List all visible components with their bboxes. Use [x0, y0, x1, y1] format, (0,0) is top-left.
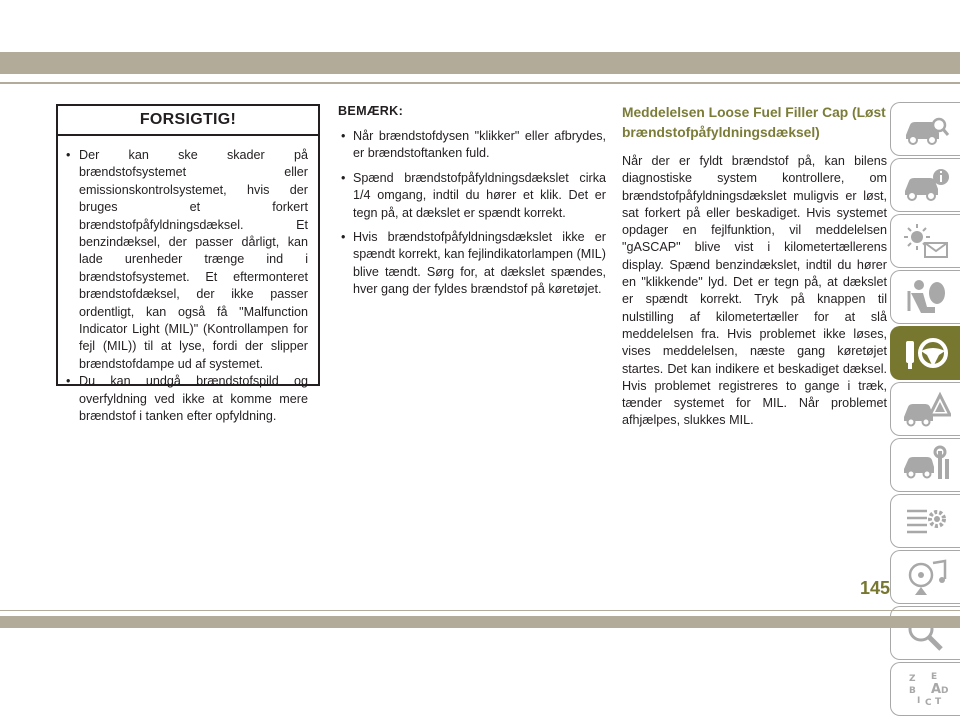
warning-light-message-icon — [901, 221, 951, 261]
specifications-gear-icon — [901, 501, 951, 541]
caution-box — [56, 104, 320, 424]
car-info-icon — [901, 165, 951, 205]
tab-car-search[interactable] — [890, 102, 960, 156]
note-column — [338, 103, 606, 306]
tab-starting-driving[interactable] — [890, 326, 960, 380]
tab-specifications[interactable] — [890, 494, 960, 548]
note-item: • Når brændstofdysen "klikker" eller afbrydes, er brændstoftanken fuld. — [338, 128, 606, 163]
header-rule — [0, 82, 960, 84]
tab-multimedia[interactable] — [890, 550, 960, 604]
svg-text:C: C — [924, 698, 932, 708]
tab-car-info[interactable] — [890, 158, 960, 212]
svg-text:Z: Z — [908, 674, 916, 684]
note-item: • Spænd brændstofpåfyldningsdækslet cirka 1/4 omgang, indtil du hører et klik. Det er tegn på, at dækslet er spændt korrekt. — [338, 170, 606, 222]
alphabet-index-icon — [901, 669, 951, 709]
section-heading: Meddelelsen Loose Fuel Filler Cap (Løst brændstofpåfyldningsdæksel) — [622, 105, 886, 140]
section-body: Når der er fyldt brændstof på, kan bilens diagnostiske system kontrollere, om brændstofpåfyldningsdækslet muligvis er løst, sat forkert på eller beskadiget. Hvis systemet opdager en fejlfunktion, vil meddelelsen "gASCAP" blive vist i kilometertællerens display. Spænd benzindækslet, indtil du hører en "klikkende" lyd. Det er tegn på, at dækslet er spændt korrekt. Tryk på knappen til nulstilling af kilometertæller for at slå meddelelsen fra. Hvis problemet ikke løses, vises meddelelsen, næste gang køretøjet startes. Det kan indikere et beskadiget dæksel. Hvis problemet registreres to gange i træk, tænder systemet for MIL. Når problemet afhjælpes, slukkes MIL. — [622, 154, 887, 428]
note-item: • Hvis brændstofpåfyldningsdækslet ikke er spændt korrekt, kan fejlindikatorlampen (MIL) blive tændt. Sørg for, at dækslet spændes, hver gang der fyldes brændstof på køretøjet. — [338, 229, 606, 299]
svg-text:T: T — [934, 697, 941, 707]
svg-text:D: D — [940, 686, 948, 696]
tab-warning-lights[interactable] — [890, 214, 960, 268]
page-number: 145 — [859, 578, 890, 598]
multimedia-icon — [901, 557, 951, 597]
car-search-icon — [901, 109, 951, 149]
car-tools-icon — [901, 445, 951, 485]
caution-list — [58, 136, 318, 426]
airbag-seat-icon — [901, 277, 951, 317]
caution-title: FORSIGTIG! — [58, 106, 318, 136]
svg-text:E: E — [930, 672, 937, 682]
caution-item: • Der kan ske skader på brændstofsystemet eller emissionskontrolsystemet, hvis der bruges et forkert brændstofpåfyldningsdæksel. Et benzindæksel, der passer dårligt, kan lade urenheder trænge ind i brændstofsystemet. Et eftermonteret brændstofdæksel, der ikke passer ordentligt, kan også få "Malfunction Indicator Light (MIL)" (Kontrollampen for fejl (MIL)) til at lyse, fordi der slipper brændstofdampe ud af systemet. — [66, 147, 308, 373]
svg-text:A: A — [930, 682, 941, 697]
tab-alphabetical-index[interactable] — [890, 662, 960, 716]
svg-text:B: B — [908, 686, 916, 696]
footer-rule — [0, 610, 960, 611]
tab-roadside[interactable] — [890, 382, 960, 436]
footer-band — [0, 616, 960, 628]
tab-airbag-seat[interactable] — [890, 270, 960, 324]
tab-service[interactable] — [890, 438, 960, 492]
note-label: BEMÆRK: — [338, 104, 404, 118]
steering-wheel-key-icon — [901, 333, 951, 373]
caution-item: • Du kan undgå brændstofspild og overfyldning ved ikke at komme mere brændstof i tanken efter opfyldning. — [66, 373, 308, 425]
svg-text:I: I — [916, 696, 920, 706]
header-band — [0, 52, 960, 74]
section-column — [622, 103, 887, 430]
roadside-warning-icon — [901, 389, 951, 429]
tab-index-search[interactable] — [890, 606, 960, 660]
note-list — [338, 128, 606, 299]
